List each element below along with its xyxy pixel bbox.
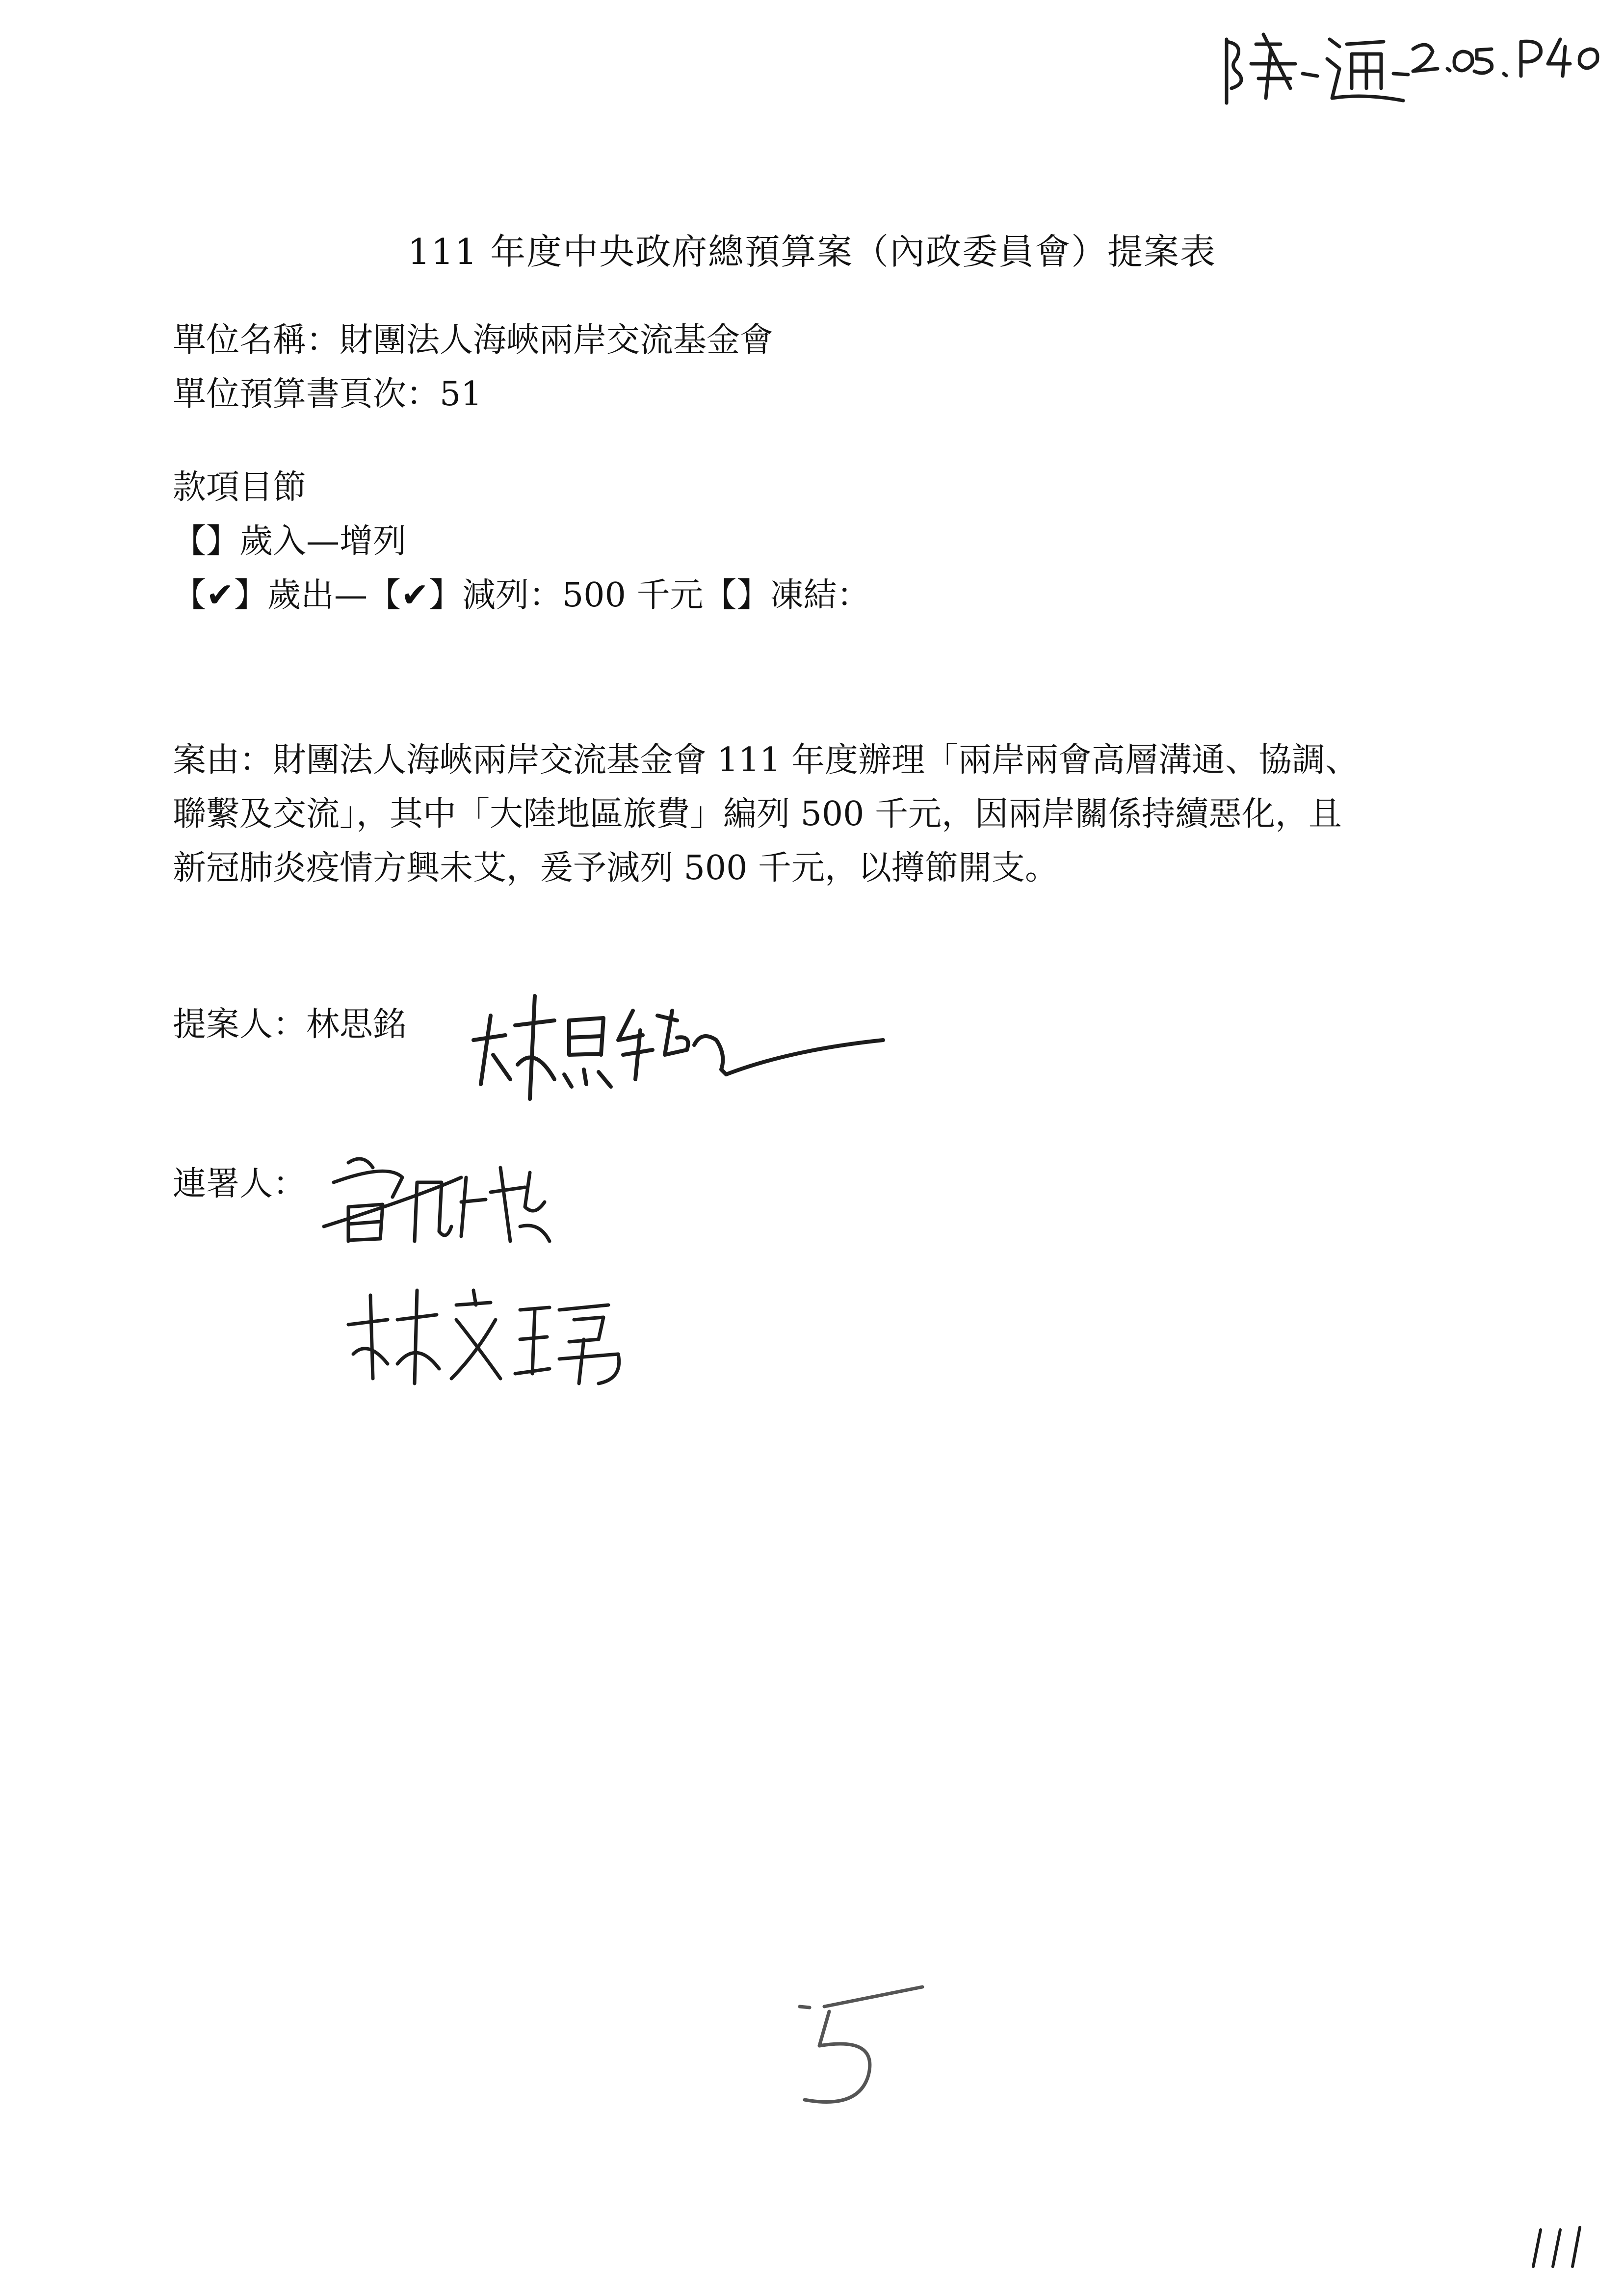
budget-page-label: 單位預算書頁次： [173,375,440,414]
cosigner-signature-1 [319,1143,613,1256]
proposer-row [173,1005,407,1044]
cosigner-signature-2 [343,1280,687,1393]
reduction-checkmark-icon[interactable]: ✔ [401,576,429,615]
unit-name-label: 單位名稱： [173,321,340,360]
reduction-bracket-close: 】 [429,576,463,615]
reduction-bracket-open: 【 [367,576,401,615]
freeze-label: 凍結： [770,576,870,615]
expenditure-checkmark-icon[interactable]: ✔ [206,576,234,615]
items-heading: 款項目節 [173,468,307,507]
expenditure-bracket-open: 【 [173,576,207,615]
freeze-bracket-open: 【 [703,576,737,615]
cosigner-label: 連署人： [173,1165,307,1203]
proposer-signature [471,981,893,1109]
revenue-row [173,522,407,561]
expenditure-row [173,576,870,615]
proposer-name: 林思銘 [306,1005,407,1044]
document-title: 111 年度中央政府總預算案（內政委員會）提案表 [407,231,1217,272]
revenue-bracket-open: 【 [173,522,207,561]
expenditure-bracket-close: 】 [234,576,268,615]
unit-name-row [173,321,774,360]
freeze-bracket-close: 】 [736,576,770,615]
handwritten-footer-number [1526,2220,1595,2274]
proposer-label: 提案人： [173,1005,307,1044]
budget-page-value: 51 [440,375,482,414]
reason-line: 新冠肺炎疫情方興未艾，爰予減列 500 千元，以撙節開支。 [173,849,1059,887]
revenue-label: 歲入—增列 [239,522,407,561]
revenue-bracket-close: 】 [206,522,240,561]
expenditure-label: 歲出— [267,576,368,615]
reduction-label: 減列：500 千元 [462,576,704,615]
unit-name-value: 財團法人海峽兩岸交流基金會 [340,321,774,360]
reason-line: 案由：財團法人海峽兩岸交流基金會 111 年度辦理「兩岸兩會高層溝通、協調、 [173,741,1359,780]
budget-page-row [173,375,482,414]
handwritten-page-number [780,1977,947,2124]
reason-paragraph [173,733,1517,895]
reason-line: 聯繫及交流」，其中「大陸地區旅費」編列 500 千元，因兩岸關係持續惡化，且 [173,795,1342,834]
handwritten-reference-stamp [1217,20,1609,118]
